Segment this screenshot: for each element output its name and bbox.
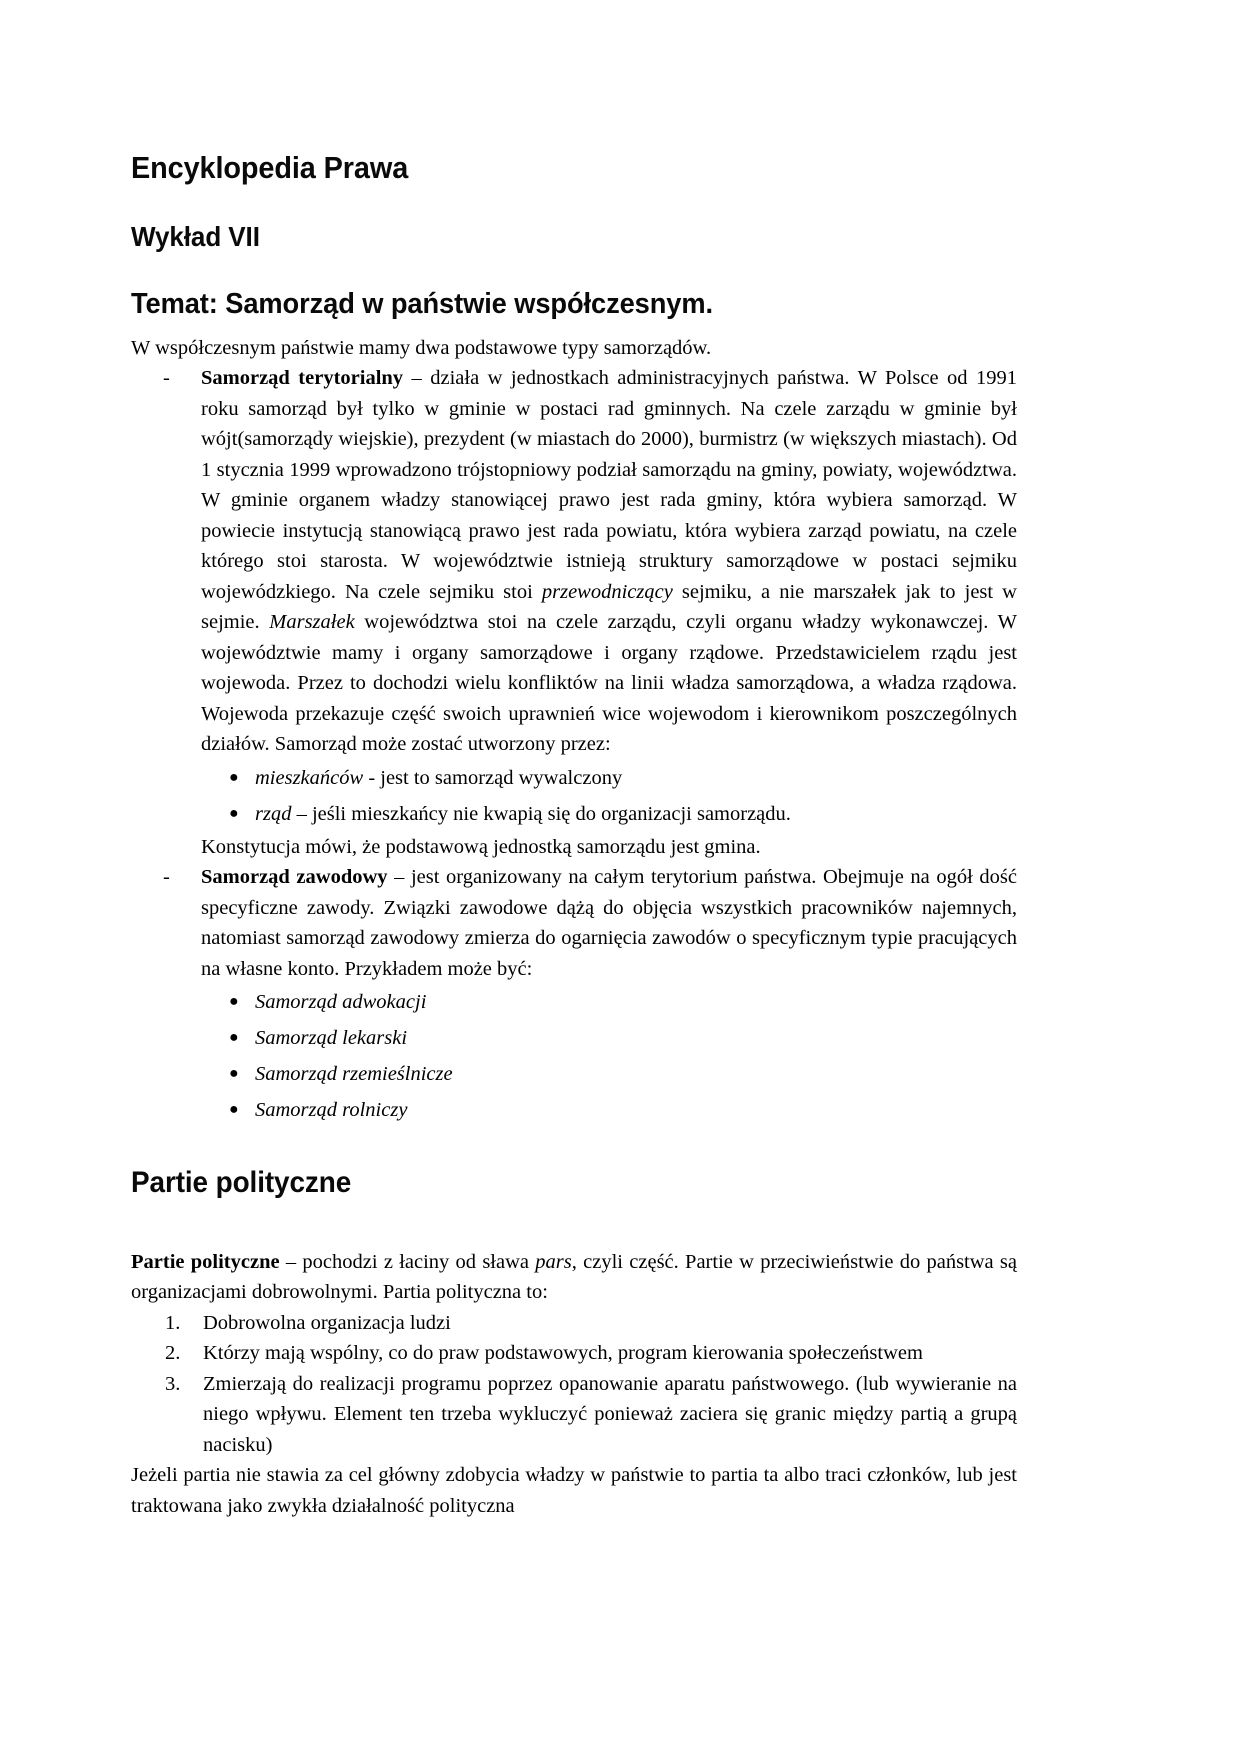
- parties-intro-text-2: , czyli część. Partie w przeciwieństwie do państwa są organizacjami dobrowolnymi. Partia polityczna to:: [131, 1250, 1018, 1304]
- rzad-rest-text: – jeśli mieszkańcy nie kwapią się do organizacji samorządu.: [291, 802, 791, 825]
- bullet-dot-icon: ●: [229, 1101, 239, 1119]
- territorial-body-text: – działa w jednostkach administracyjnych państwa. W Polsce od 1991 roku samorząd był tylko w gminie w postaci rad gminnych. Na czele zarządu w gminie był wójt(samorządy wiejskie), prezydent (w miastach do 2000), burmistrz (w większych miastach). Od 1 stycznia 1999 wprowadzono trójstopniowy podział samorządu na gminy, powiaty, województwa. W gminie organem władzy stanowiącej prawo jest rada gminy, która wybiera samorząd. W powiecie instytucją stanowiącą prawo jest rada powiatu, która wybiera zarząd powiatu, na czele którego stoi starosta. W województwie istnieją struktury samorządowe w postaci sejmiku wojewódzkiego. Na czele sejmiku stoi: [201, 367, 1017, 603]
- example-label: Samorząd lekarski: [255, 1027, 408, 1050]
- example-label: Samorząd rzemieślnicze: [255, 1063, 453, 1086]
- list-item-samorzad-rzemieslnicze: [201, 1056, 1017, 1092]
- rzad-italic-label: rząd: [255, 802, 292, 825]
- territorial-italic-przewodniczacy: przewodniczący: [541, 580, 673, 603]
- professional-examples-list: [201, 984, 1017, 1128]
- list-item-samorzad-zawodowy: [131, 862, 1017, 1128]
- number-marker-2: 2.: [165, 1342, 181, 1365]
- party-definition-list: [131, 1308, 1017, 1461]
- list-item-samorzad-terytorialny: [131, 363, 1017, 862]
- party-point-text: Zmierzają do realizacji programu poprzez opanowanie aparatu państwowego. (lub wywieranie na niego wpływu. Element ten trzeba wykluczyć ponieważ zaciera się granic między partią a grupą nacisku): [203, 1372, 1017, 1456]
- parties-closing-paragraph: Jeżeli partia nie stawia za cel główny zdobycia władzy w państwie to partia ta albo traci członków, lub jest traktowana jako zwykła działalność polityczna: [131, 1464, 1017, 1517]
- samorzad-types-list: [131, 363, 1017, 1128]
- list-item-samorzad-rolniczy: [201, 1092, 1017, 1128]
- samorzad-creation-list: [201, 760, 1017, 832]
- list-item-samorzad-lekarski: [201, 1020, 1017, 1056]
- bullet-dot-icon: ●: [229, 768, 239, 786]
- bullet-dot-icon: ●: [229, 804, 239, 822]
- dash-marker-icon: -: [163, 866, 170, 889]
- territorial-lead-label: Samorząd terytorialny: [201, 367, 404, 390]
- parties-lead-label: Partie polityczne: [131, 1250, 280, 1273]
- territorial-body-text-2: sejmiku, a nie marszałek jak to jest w sejmie.: [201, 580, 1017, 634]
- lecture-heading: Wykład VII: [131, 221, 260, 253]
- document-content: [131, 150, 1017, 1521]
- party-point-text: Dobrowolna organizacja ludzi: [203, 1311, 451, 1334]
- mieszkancow-rest-text: - jest to samorząd wywalczony: [363, 766, 623, 789]
- bullet-dot-icon: ●: [229, 1065, 239, 1083]
- list-item-party-3: [131, 1369, 1017, 1461]
- dash-marker-icon: -: [163, 367, 170, 390]
- territorial-italic-marszalek: Marszałek: [269, 611, 355, 634]
- parties-intro-text-1: – pochodzi z łaciny od sława: [279, 1250, 536, 1273]
- mieszkancow-italic-label: mieszkańców: [255, 766, 364, 789]
- parties-italic-pars: pars: [535, 1250, 572, 1273]
- professional-lead-label: Samorząd zawodowy: [201, 866, 388, 889]
- bullet-dot-icon: ●: [229, 993, 239, 1011]
- list-item-rzad: [201, 796, 1017, 832]
- section-heading-partie-polityczne: Partie polityczne: [131, 1166, 352, 1200]
- number-marker-1: 1.: [165, 1311, 181, 1334]
- territorial-body-text-3: województwa stoi na czele zarządu, czyli organu władzy wykonawczej. W województwie mamy i organy samorządowe i organy rządowe. Przedstawicielem rządu jest wojewoda. Przez to dochodzi wielu konfliktów na linii władza samorządowa, a władza rządowa. Wojewoda przekazuje część swoich uprawnień wice wojewodom i kierownikom poszczególnych działów. Samorząd może zostać utworzony przez:: [201, 611, 1018, 756]
- example-label: Samorząd rolniczy: [255, 1099, 408, 1122]
- party-point-text: Którzy mają wspólny, co do praw podstawowych, program kierowania społeczeństwem: [203, 1342, 923, 1365]
- list-item-party-1: [131, 1308, 1017, 1339]
- intro-paragraph: W współczesnym państwie mamy dwa podstawowe typy samorządów.: [131, 336, 712, 359]
- list-item-party-2: [131, 1338, 1017, 1369]
- number-marker-3: 3.: [165, 1372, 181, 1395]
- document-title: Encyklopedia Prawa: [131, 150, 409, 185]
- konstytucja-closing-text: Konstytucja mówi, że podstawową jednostką samorządu jest gmina.: [201, 835, 761, 858]
- parties-intro-paragraph: [131, 1247, 1017, 1308]
- example-label: Samorząd adwokacji: [255, 991, 427, 1014]
- bullet-dot-icon: ●: [229, 1029, 239, 1047]
- topic-heading: Temat: Samorząd w państwie współczesnym.: [131, 288, 713, 321]
- list-item-samorzad-adwokacji: [201, 984, 1017, 1020]
- professional-body-text: – jest organizowany na całym terytorium państwa. Obejmuje na ogół dość specyficzne zawody. Związki zawodowe dążą do objęcia wszystkich pracowników najemnych, natomiast samorząd zawodowy zmierza do ogarnięcia zawodów o specyficznym typie pracujących na własne konto. Przykładem może być:: [201, 866, 1017, 980]
- list-item-mieszkancow: [201, 760, 1017, 796]
